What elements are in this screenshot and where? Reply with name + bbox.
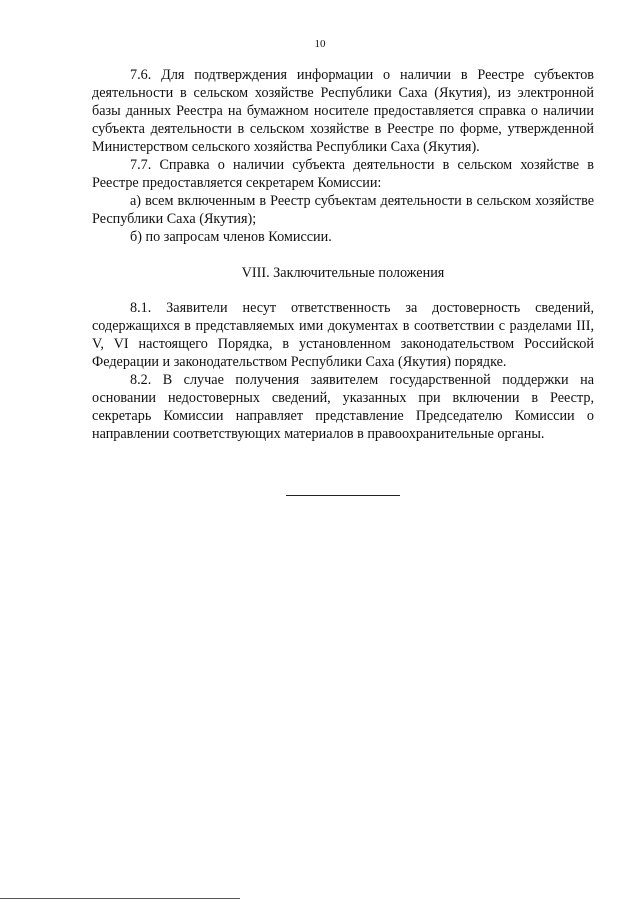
paragraph-7-7-a: а) всем включенным в Реестр субъектам деятельности в сельском хозяйстве Республики Саха (Якутия); (92, 193, 594, 227)
paragraph-8-2: 8.2. В случае получения заявителем государственной поддержки на основании недостоверных сведений, указанных при включении в Реестр, секретарь Комиссии направляет представление Председателю Комиссии о направлении соответствующих материалов в правоохранительные органы. (92, 372, 594, 442)
paragraph-7-7: 7.7. Справка о наличии субъекта деятельности в сельском хозяйстве в Реестре предоставляется секретарем Комиссии: (92, 157, 594, 191)
page-number: 10 (314, 38, 326, 50)
paragraph-8-1: 8.1. Заявители несут ответственность за достоверность сведений, содержащихся в представляемых ими документах в соответствии с разделами III, V, VI настоящего Порядка, в установленном законодательством Российской Федерации и законодательством Республики Саха (Якутия) порядке. (92, 300, 594, 370)
paragraph-7-7-b: б) по запросам членов Комиссии. (130, 229, 332, 245)
document-body (92, 66, 594, 443)
section-heading: VIII. Заключительные положения (241, 265, 445, 281)
footer-rule (0, 898, 240, 899)
paragraph-7-6: 7.6. Для подтверждения информации о наличии в Реестре субъектов деятельности в сельском хозяйстве Республики Саха (Якутия), из электронной базы данных Реестра на бумажном носителе предоставляется справка о наличии субъекта деятельности в сельском хозяйстве в Реестре по форме, утвержденной Министерством сельского хозяйства Республики Саха (Якутия). (92, 67, 594, 155)
end-of-text-rule (286, 495, 400, 496)
